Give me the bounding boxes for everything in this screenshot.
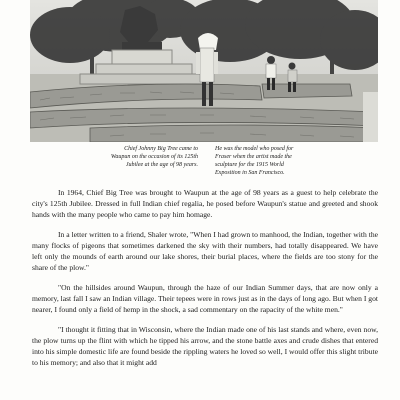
paragraph: "I thought it fitting that in Wisconsin, where the Indian made one of his last stands and where, even now, the plow turns up the flint with which he tipped his arrow, and the stone battle axes and crude dishes that entered into his simple domestic life are found beside the rippling waters he loved so well, I would offer this slight tribute to his memory; and also that it might add [32, 325, 378, 367]
caption-left: Chief Johnny Big Tree came to Waupun on the occasion of its 125th Jubilee at the age of 98 years. [110, 146, 198, 168]
caption-right: He was the model who posed for Fraser when the artist made the sculpture for the 1915 World Exposition in San Francisco. [215, 146, 294, 176]
monument-photo [30, 0, 378, 142]
paragraph: In 1964, Chief Big Tree was brought to Waupun at the age of 98 years as a guest to help celebrate the city's 125th Jubilee. Dressed in full Indian chief regalia, he posed before Waupun's statue and greeted and shook hands with the many people who came to pay him homage. [32, 188, 378, 219]
article-body [32, 187, 378, 377]
paragraph: "On the hillsides around Waupun, through the haze of our Indian Summer days, that are now only a memory, last fall I saw an Indian village. Their tepees were in rows just as in the days of long ago. But when I got nearer, I found only a field of hemp in the shock, a sad commentary on the rapacity of the white men." [32, 283, 378, 314]
photo-captions [0, 145, 400, 181]
paragraph: In a letter written to a friend, Shaler wrote, "When I had grown to manhood, the Indian, together with the many flocks of pigeons that sometimes darkened the sky with their numbers, had totally disappeared. We have left only the mounds of earth around our lake shores, their burial places, where the fields are too stony for the share of the plow." [32, 230, 378, 272]
photo-illustration [30, 0, 378, 142]
